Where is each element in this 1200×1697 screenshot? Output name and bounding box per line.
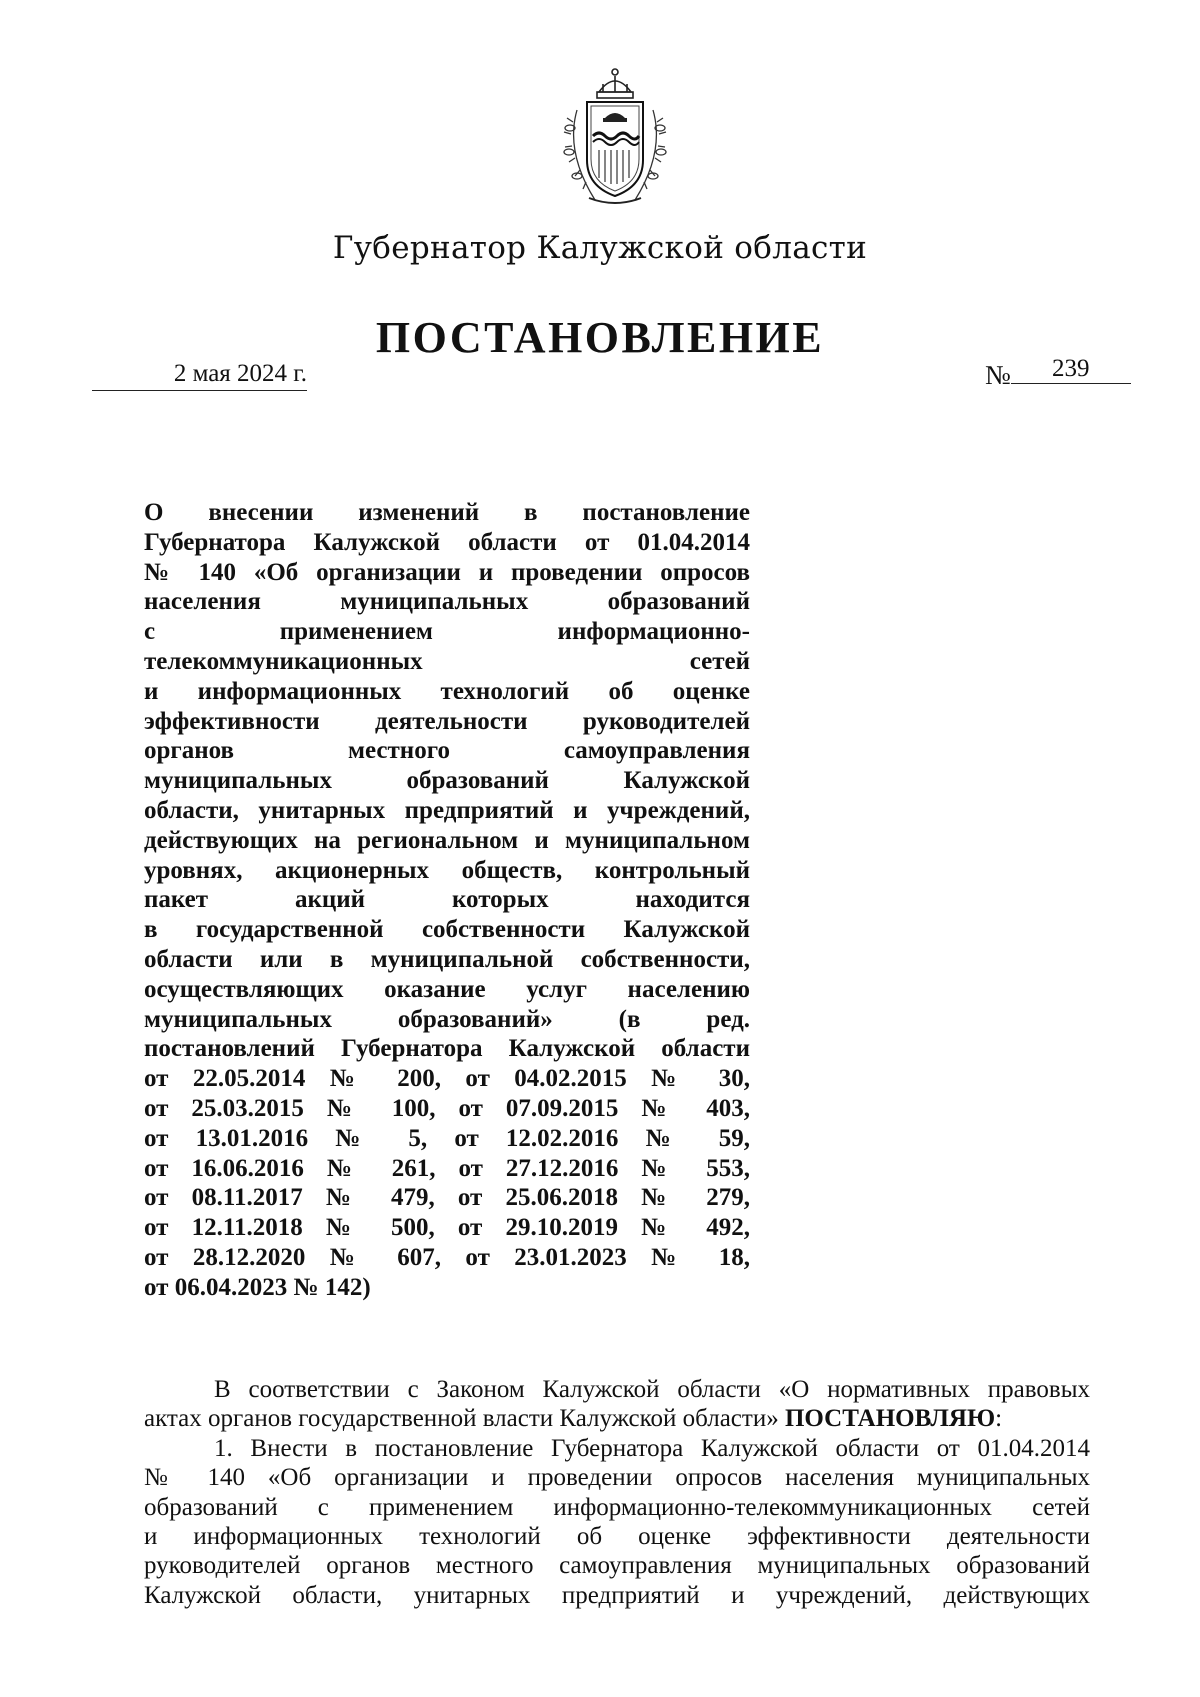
body-line: руководителей органов местного самоуправления муниципальных образований [144,1552,1090,1580]
subject-line: телекоммуникационных сетей [144,647,750,675]
subject-line: от 06.04.2023 № 142) [144,1273,371,1301]
document-type-title: ПОСТАНОВЛЕНИЕ [375,313,825,362]
document-subject [144,498,750,1303]
number-sign: № [985,360,1011,390]
subject-line: Губернатора Калужской области от 01.04.2014 [144,528,750,556]
subject-line: действующих на региональном и муниципальном [144,826,750,854]
subject-line: осуществляющих оказание услуг населению [144,975,750,1003]
subject-line: от 25.03.2015 № 100, от 07.09.2015 № 403, [144,1094,750,1122]
subject-line: от 08.11.2017 № 479, от 25.06.2018 № 279, [144,1184,750,1212]
decree-keyword: ПОСТАНОВЛЯЮ [784,1405,996,1433]
subject-line: уровнях, акционерных обществ, контрольный [144,856,750,884]
body-line [144,1404,1090,1433]
body-line: 1. Внести в постановление Губернатора Калужской области от 01.04.2014 [214,1434,1090,1462]
issuing-authority: Губернатор Калужской области [332,230,868,266]
body-line: образований с применением информационно-телекоммуникационных сетей [144,1493,1090,1521]
subject-line: эффективности деятельности руководителей [144,707,750,735]
subject-line: органов местного самоуправления [144,737,750,765]
document-body [144,1375,1090,1610]
subject-line: от 16.06.2016 № 261, от 27.12.2016 № 553, [144,1154,750,1182]
subject-line: О внесении изменений в постановление [144,499,750,526]
subject-line: № 140 «Об организации и проведении опросов [144,558,750,586]
subject-line: в государственной собственности Калужской [144,916,750,944]
subject-line: области или в муниципальной собственности, [144,945,750,973]
body-line: Калужской области, унитарных предприятий и учреждений, действующих [144,1581,1090,1609]
subject-line: с применением информационно- [144,618,750,646]
document-number: 239 [1011,355,1131,384]
document-date: 2 мая 2024 г. [92,360,307,391]
subject-line: от 22.05.2014 № 200, от 04.02.2015 № 30, [144,1065,750,1093]
subject-line: от 12.11.2018 № 500, от 29.10.2019 № 492, [144,1214,750,1242]
subject-line: постановлений Губернатора Калужской области [144,1035,750,1063]
subject-line: муниципальных образований Калужской [144,767,750,795]
decree-colon: : [995,1405,1003,1433]
body-line-text: актах органов государственной власти Калужской области» [144,1405,779,1433]
subject-line: от 13.01.2016 № 5, от 12.02.2016 № 59, [144,1124,750,1152]
subject-line: от 28.12.2020 № 607, от 23.01.2023 № 18, [144,1243,750,1271]
coat-of-arms-emblem [555,62,675,212]
subject-line: области, унитарных предприятий и учреждений, [144,796,750,824]
subject-line: и информационных технологий об оценке [144,677,750,705]
body-line: В соответствии с Законом Калужской области «О нормативных правовых [214,1376,1090,1403]
body-line: № 140 «Об организации и проведении опросов населения муниципальных [144,1464,1090,1492]
subject-line: муниципальных образований» (в ред. [144,1005,750,1033]
subject-line: пакет акций которых находится [144,886,750,914]
document-number-block [985,355,1147,392]
body-line: и информационных технологий об оценке эффективности деятельности [144,1522,1090,1550]
subject-line: населения муниципальных образований [144,588,750,616]
